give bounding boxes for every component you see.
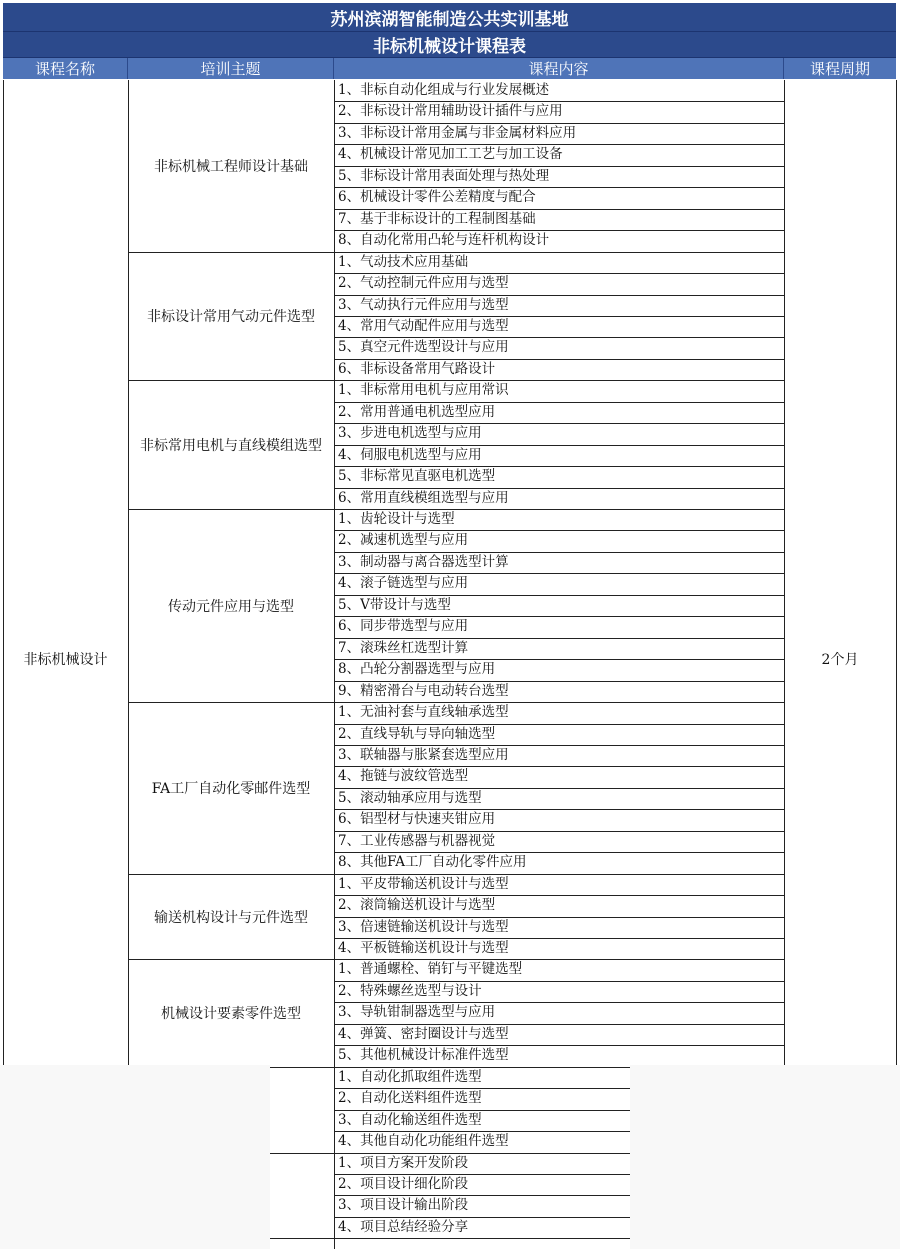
content-item: 3、项目设计输出阶段 [338,1197,469,1214]
period-cell: 2个月 [821,652,859,668]
content-item: 3、联轴器与胀紧套选型应用 [338,746,509,763]
content-item: 5、V带设计与选型 [338,596,451,613]
content-item: 3、倍速链输送机设计与选型 [338,918,509,935]
theme-cell: 非标机械工程师设计基础 [154,158,308,175]
content-item: 1、平皮带输送机设计与选型 [338,875,509,892]
content-item: 1、非标常用电机与应用常识 [338,382,509,399]
content-item: 4、其他自动化功能组件选型 [338,1133,509,1150]
content-item: 1、项目方案开发阶段 [338,1154,469,1171]
content-item: 2、滚筒输送机设计与选型 [338,897,496,914]
content-item: 6、常用直线模组选型与应用 [338,489,509,506]
content-item: 5、真空元件选型设计与应用 [338,339,509,356]
content-item: 7、工业传感器与机器视觉 [338,832,496,849]
content-item: 4、平板链输送机设计与选型 [338,940,509,956]
content-item: 6、同步带选型与应用 [338,618,469,635]
theme-cell: 输送机构设计与元件选型 [154,909,308,926]
theme-cell: 非标设计常用气动元件选型 [147,308,315,325]
content-item: 7、基于非标设计的工程制图基础 [338,210,536,227]
theme-cell: 传动元件应用与选型 [168,598,294,615]
content-item: 2、直线导轨与导向轴选型 [338,725,496,742]
course-name-cell: 非标机械设计 [23,652,108,668]
content-item: 3、导轨钳制器选型与应用 [338,1004,496,1021]
content-item: 2、常用普通电机选型应用 [338,403,496,420]
content-item: 5、非标常见直驱电机选型 [338,468,496,485]
content-item: 3、气动执行元件应用与选型 [338,296,509,313]
content-item: 4、常用气动配件应用与选型 [338,317,509,334]
content-item: 2、非标设计常用辅助设计插件与应用 [338,103,563,120]
page-subtitle: 非标机械设计课程表 [3,32,896,58]
page-title: 苏州滨湖智能制造公共实训基地 [3,3,896,32]
content-item: 5、非标设计常用表面处理与热处理 [338,167,550,184]
content-item: 5、滚动轴承应用与选型 [338,789,482,806]
content-item: 3、步进电机选型与应用 [338,425,482,442]
overlay-left [0,1065,270,1249]
content-item: 1、自动化抓取组件选型 [338,1068,482,1085]
content-item: 3、非标设计常用金属与非金属材料应用 [338,124,577,141]
content-item: 8、其他FA工厂自动化零件应用 [338,854,527,871]
content-item: 4、机械设计常见加工工艺与加工设备 [338,146,563,163]
content-item: 4、项目总结经验分享 [338,1218,469,1235]
content-item: 1、普通螺栓、销钉与平键选型 [338,961,523,978]
content-item: 4、拖链与波纹管选型 [338,768,469,785]
content-item: 4、伺服电机选型与应用 [338,446,482,463]
content-item: 1、无油衬套与直线轴承选型 [338,704,509,721]
theme-cell: 机械设计要素零件选型 [161,1006,301,1023]
group-divider [128,509,784,510]
content-item: 6、机械设计零件公差精度与配合 [338,189,536,206]
content-item: 7、滚珠丝杠选型计算 [338,639,469,656]
column-header-course-name: 课程名称 [3,58,128,79]
content-item: 8、自动化常用凸轮与连杆机构设计 [338,232,550,249]
content-item: 2、项目设计细化阶段 [338,1175,469,1192]
content-item: 6、非标设备常用气路设计 [338,360,496,377]
content-item: 8、凸轮分割器选型与应用 [338,661,496,678]
content-item: 2、气动控制元件应用与选型 [338,275,509,292]
content-item: 6、铝型材与快速夹钳应用 [338,811,496,828]
content-item: 5、其他机械设计标准件选型 [338,1047,509,1064]
column-header-content: 课程内容 [334,58,784,79]
content-item: 1、齿轮设计与选型 [338,511,455,527]
content-item: 9、精密滑台与电动转台选型 [338,682,509,699]
content-item: 3、制动器与离合器选型计算 [338,553,509,570]
content-item: 1、非标自动化组成与行业发展概述 [338,82,550,98]
theme-cell: FA工厂自动化零邮件选型 [151,780,311,797]
content-item: 2、自动化送料组件选型 [338,1090,482,1107]
theme-cell: 非标常用电机与直线模组选型 [140,437,322,454]
content-item: 1、气动技术应用基础 [338,253,469,270]
column-header-theme: 培训主题 [128,58,334,79]
content-item: 3、自动化输送组件选型 [338,1111,482,1128]
content-item: 4、弹簧、密封圈设计与选型 [338,1025,509,1042]
column-line [334,80,335,1249]
overlay-right [630,1065,900,1249]
content-item: 2、减速机选型与应用 [338,532,469,549]
column-header-period: 课程周期 [784,58,896,79]
content-item: 4、滚子链选型与应用 [338,575,469,592]
content-item: 2、特殊螺丝选型与设计 [338,982,482,999]
